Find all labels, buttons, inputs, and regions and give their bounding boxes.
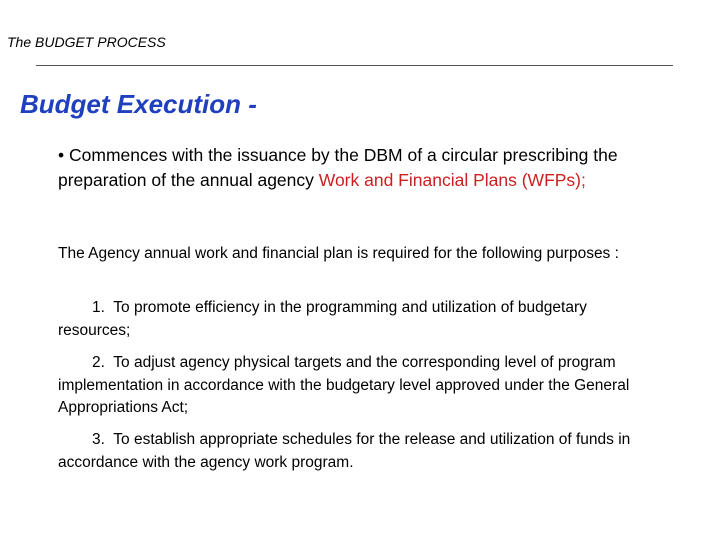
bullet-marker: • bbox=[58, 145, 65, 165]
header-title: The BUDGET PROCESS bbox=[7, 34, 166, 50]
header-divider bbox=[36, 65, 673, 66]
bullet-paragraph bbox=[58, 143, 618, 192]
slide-heading: Budget Execution - bbox=[20, 89, 257, 119]
purpose-item-3 bbox=[58, 429, 658, 474]
purpose-item-1 bbox=[58, 297, 658, 342]
item-text: To establish appropriate schedules for the release and utilization of funds in accordance with the agency work program. bbox=[58, 431, 631, 471]
intro-paragraph: The Agency annual work and financial plan is required for the following purposes : bbox=[58, 245, 619, 262]
wfp-highlight: Work and Financial Plans (WFPs) bbox=[318, 169, 582, 190]
item-number: 3. bbox=[92, 431, 105, 448]
item-text: To promote efficiency in the programming and utilization of budgetary resources; bbox=[58, 299, 587, 339]
item-text: To adjust agency physical targets and the corresponding level of program implementation in accordance with the budgetary level approved under the General Appropriations Act; bbox=[58, 354, 630, 416]
bullet-text: Commences with the issuance by the DBM of a circular prescribing the preparation of the annual agency bbox=[58, 145, 618, 190]
bullet-end: ; bbox=[581, 169, 586, 190]
purpose-item-2 bbox=[58, 352, 658, 420]
item-number: 2. bbox=[92, 354, 105, 371]
item-number: 1. bbox=[92, 299, 105, 316]
